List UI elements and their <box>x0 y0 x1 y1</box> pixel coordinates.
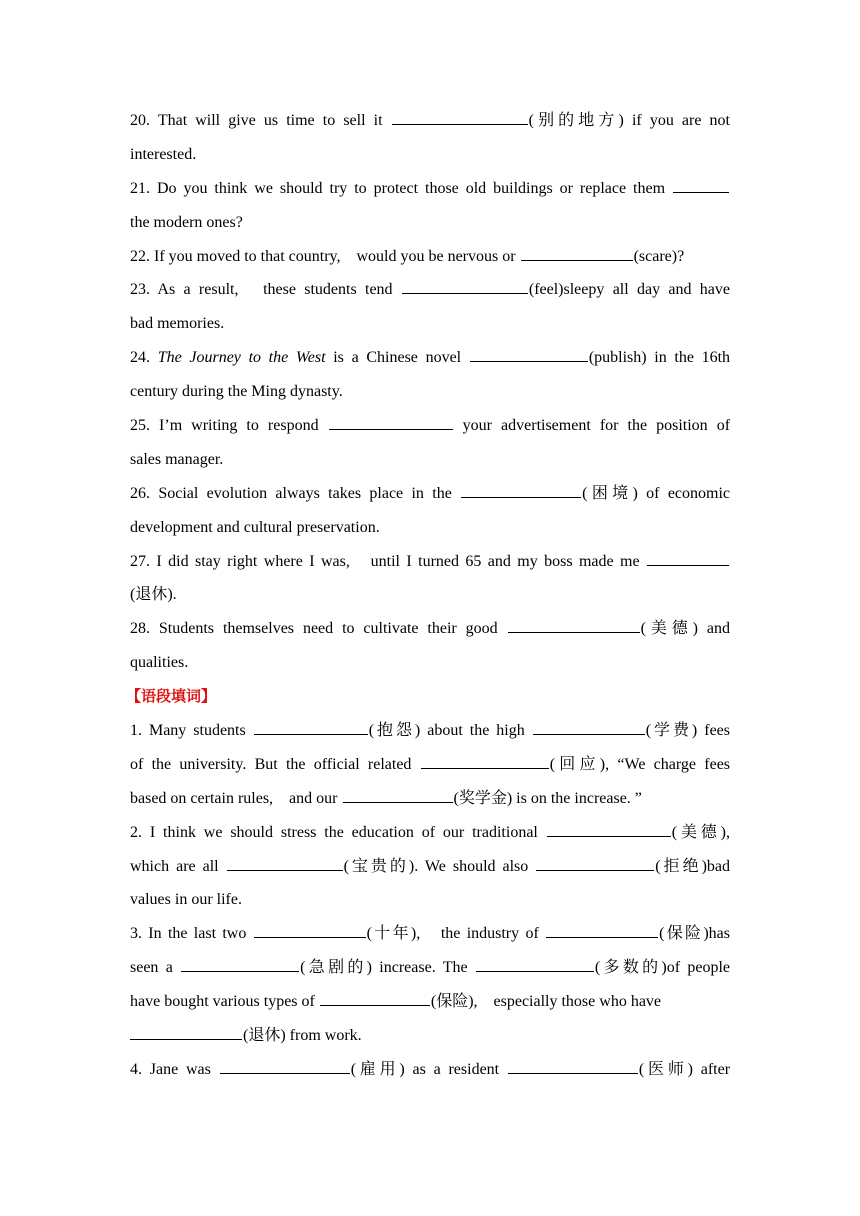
question-24-line-2 <box>130 375 730 409</box>
passage-2-line-1 <box>130 816 730 850</box>
question-25-line-2 <box>130 443 730 477</box>
hint-text: (十年), the industry of <box>366 925 539 943</box>
passage-1-line-3 <box>130 782 730 816</box>
hint-text: (拒绝)bad <box>655 857 731 875</box>
answer-blank[interactable] <box>227 856 343 871</box>
passage-text: 1. Many students <box>130 722 246 740</box>
question-text: sales manager. <box>130 450 224 468</box>
hint-text: (抱怨) <box>368 722 421 740</box>
passage-text: about the high <box>427 722 525 740</box>
hint-text: (feel)sleepy all day and have <box>528 281 731 299</box>
book-title: The Journey to the West <box>157 349 326 367</box>
answer-blank[interactable] <box>546 923 658 938</box>
passage-1-line-2 <box>130 748 730 782</box>
passage-2-line-3 <box>130 883 730 917</box>
section-heading: 【语段填词】 <box>126 687 217 706</box>
passage-text: 2. I think we should stress the education of our traditional <box>130 823 538 841</box>
question-text: 28. Students themselves need to cultivate their good <box>130 620 498 638</box>
answer-blank[interactable] <box>647 551 729 566</box>
hint-text: (退休) from work. <box>243 1027 362 1045</box>
question-27-line-1 <box>130 545 730 579</box>
hint-text: (美德) <box>640 620 698 638</box>
passage-text: “We charge fees <box>617 755 731 773</box>
passage-4-line-1 <box>130 1053 730 1087</box>
passage-text: is on the increase. ” <box>516 789 642 807</box>
answer-blank[interactable] <box>343 788 453 803</box>
question-20-line-2 <box>130 138 730 172</box>
hint-text: (雇用) as a resident <box>350 1060 500 1078</box>
passage-3-line-4 <box>130 1019 730 1053</box>
hint-text: (多数的)of people <box>594 959 731 977</box>
passage-text: fees <box>704 722 730 740</box>
question-text: of economic <box>646 484 731 502</box>
answer-blank[interactable] <box>470 347 588 362</box>
question-text: 26. Social evolution always takes place in the <box>130 484 452 502</box>
question-20-line-1 <box>130 104 730 138</box>
question-text: 25. I’m writing to respond <box>130 417 319 435</box>
question-text: 21. Do you think we should try to protect those old buildings or replace them <box>130 179 666 197</box>
question-text: your advertisement for the position of <box>462 417 731 435</box>
passage-3-line-1 <box>130 917 730 951</box>
answer-blank[interactable] <box>254 720 368 735</box>
hint-text: (美德), <box>671 823 730 841</box>
answer-blank[interactable] <box>476 957 594 972</box>
passage-text: seen a <box>130 959 173 977</box>
question-24-line-1 <box>130 341 730 375</box>
hint-text: (回应), <box>549 755 610 773</box>
hint-text: (急剧的) increase. The <box>300 959 468 977</box>
passage-text: 3. In the last two <box>130 925 247 943</box>
question-22-line-1 <box>130 240 730 274</box>
answer-blank[interactable] <box>220 1059 350 1074</box>
question-23-line-2 <box>130 307 730 341</box>
question-23-line-1 <box>130 273 730 307</box>
passage-text: have bought various types of <box>130 993 315 1011</box>
question-text: development and cultural preservation. <box>130 518 380 536</box>
passage-1-line-1 <box>130 714 730 748</box>
question-text: bad memories. <box>130 315 225 333</box>
hint-text: (奖学金) <box>453 789 513 807</box>
answer-blank[interactable] <box>521 246 633 261</box>
question-text: the modern ones? <box>130 213 243 231</box>
passage-text: based on certain rules, and our <box>130 789 338 807</box>
answer-blank[interactable] <box>181 957 299 972</box>
question-text: interested. <box>130 145 197 163</box>
hint-text: (困境) <box>582 484 638 502</box>
passage-text: values in our life. <box>130 891 242 909</box>
answer-blank[interactable] <box>547 822 671 837</box>
passage-text: of the university. But the official related <box>130 755 412 773</box>
hint-text: (保险), especially those who have <box>430 993 662 1011</box>
answer-blank[interactable] <box>461 483 581 498</box>
hint-text: (退休). <box>130 586 177 604</box>
question-26-line-2 <box>130 511 730 545</box>
question-text: and <box>706 620 731 638</box>
passage-2-line-2 <box>130 850 730 884</box>
answer-blank[interactable] <box>508 1059 638 1074</box>
answer-blank[interactable] <box>329 415 453 430</box>
question-21-line-1 <box>130 172 730 206</box>
answer-blank[interactable] <box>392 110 528 125</box>
hint-text: (医师) after <box>638 1060 731 1078</box>
question-25-line-1 <box>130 409 730 443</box>
question-text: 20. That will give us time to sell it <box>130 112 383 129</box>
answer-blank[interactable] <box>402 279 528 294</box>
passage-3-line-3 <box>130 985 730 1019</box>
question-text: qualities. <box>130 654 189 672</box>
hint-text: (学费) <box>645 722 698 740</box>
question-28-line-1 <box>130 612 730 646</box>
hint-text: (保险)has <box>659 925 731 943</box>
question-text: 23. As a result, these students tend <box>130 281 393 299</box>
answer-blank[interactable] <box>536 856 654 871</box>
question-21-line-2 <box>130 206 730 240</box>
question-27-line-2 <box>130 578 730 612</box>
answer-blank[interactable] <box>508 618 640 633</box>
question-28-line-2 <box>130 646 730 680</box>
answer-blank[interactable] <box>673 178 729 193</box>
answer-blank[interactable] <box>533 720 645 735</box>
section-heading-line <box>126 680 730 714</box>
answer-blank[interactable] <box>320 991 430 1006</box>
question-text: if you are not <box>631 112 731 129</box>
hint-text: (宝贵的). We should also <box>343 857 529 875</box>
question-text: is a Chinese novel <box>333 349 462 367</box>
hint-text: (scare)? <box>633 247 685 265</box>
question-number: 24. <box>130 349 150 367</box>
question-text: century during the Ming dynasty. <box>130 383 343 401</box>
passage-text: which are all <box>130 857 219 875</box>
answer-blank[interactable] <box>421 754 549 769</box>
hint-text: (别的地方) <box>528 112 624 129</box>
question-text: 22. If you moved to that country, would you be nervous or <box>130 247 516 265</box>
question-text: 27. I did stay right where I was, until I turned 65 and my boss made me <box>130 552 640 570</box>
passage-3-line-2 <box>130 951 730 985</box>
answer-blank[interactable] <box>254 923 366 938</box>
hint-text: (publish) in the 16th <box>588 349 731 367</box>
question-26-line-1 <box>130 477 730 511</box>
passage-text: 4. Jane was <box>130 1060 211 1078</box>
document-page <box>126 104 731 1087</box>
answer-blank[interactable] <box>130 1025 242 1040</box>
